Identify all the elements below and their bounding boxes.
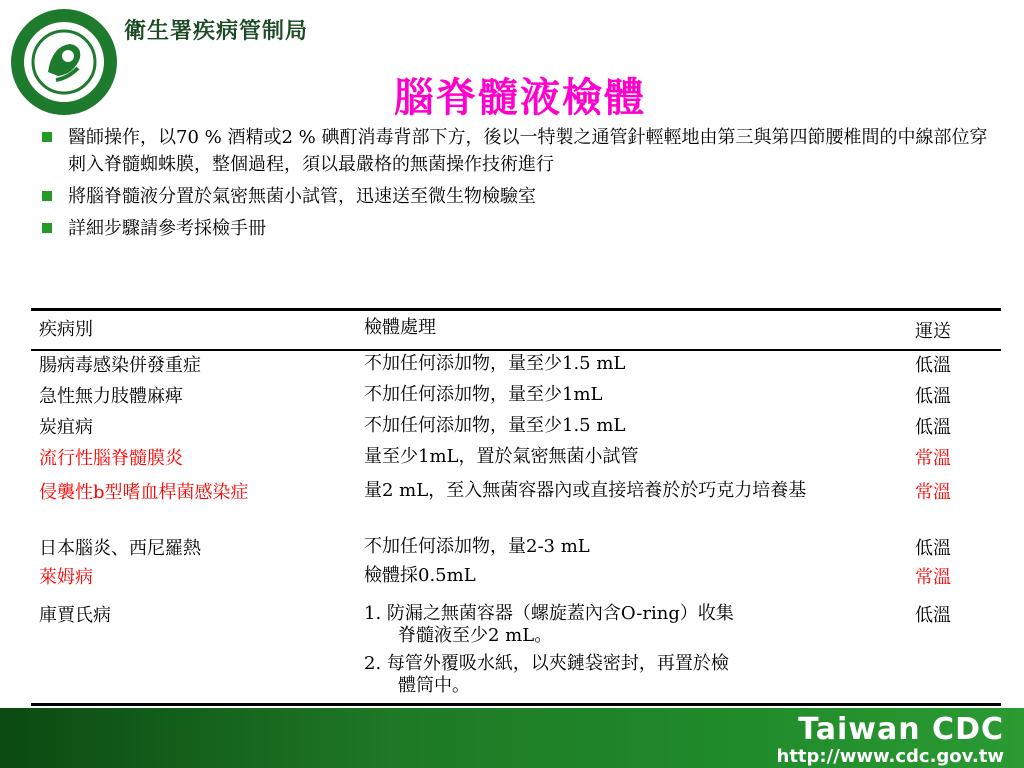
transport-cell: 常溫	[915, 567, 951, 588]
handling-cell: 量至少1mL，置於氣密無菌小試管	[364, 446, 639, 467]
table-row	[31, 603, 1001, 703]
table-header-row	[31, 311, 1001, 351]
table-row	[31, 351, 1001, 382]
cdc-seal-icon	[8, 6, 120, 118]
disease-cell: 侵襲性b型嗜血桿菌感染症	[39, 482, 249, 503]
specimen-table	[31, 308, 1001, 706]
transport-cell: 低溫	[915, 538, 951, 559]
footer-bar	[0, 708, 1024, 768]
handling-line: 體筒中。	[398, 675, 470, 696]
footer-url[interactable]: http://www.cdc.gov.tw	[776, 746, 1004, 767]
handling-line: 1. 防漏之無菌容器（螺旋蓋內含O-ring）收集	[364, 603, 734, 624]
disease-cell: 急性無力肢體麻痺	[39, 386, 183, 407]
transport-cell: 低溫	[915, 605, 951, 626]
bullet-square-icon	[42, 223, 52, 233]
handling-line: 2. 每管外覆吸水紙，以夾鏈袋密封，再置於檢	[364, 653, 729, 674]
transport-cell: 低溫	[915, 386, 951, 407]
bullet-square-icon	[42, 191, 52, 201]
disease-cell: 炭疽病	[39, 417, 93, 438]
bullet-list	[38, 124, 988, 247]
transport-cell: 常溫	[915, 482, 951, 503]
bullet-item	[38, 183, 988, 210]
table-row	[31, 565, 1001, 603]
bullet-text: 詳細步驟請參考採檢手冊	[68, 218, 266, 239]
handling-cell: 檢體採0.5mL	[364, 565, 476, 586]
bullet-square-icon	[42, 132, 52, 142]
footer-brand: Taiwan CDC	[798, 712, 1004, 747]
transport-cell: 常溫	[915, 448, 951, 469]
header-handling: 檢體處理	[364, 317, 436, 338]
transport-cell: 低溫	[915, 417, 951, 438]
bullet-text: 醫師操作，以70 % 酒精或2 % 碘酊消毒背部下方，後以一特製之通管針輕輕地由第三與第四節腰椎間的中線部位穿刺入脊髓蜘蛛膜，整個過程，須以最嚴格的無菌操作技術進行	[68, 127, 988, 175]
header-transport: 運送	[915, 321, 951, 342]
table-row	[31, 478, 1001, 534]
handling-cell: 不加任何添加物，量至少1.5 mL	[364, 415, 626, 436]
handling-cell: 不加任何添加物，量2-3 mL	[364, 536, 590, 557]
disease-cell: 庫賈氏病	[39, 605, 111, 626]
handling-cell: 不加任何添加物，量至少1.5 mL	[364, 353, 626, 374]
transport-cell: 低溫	[915, 355, 951, 376]
disease-cell: 流行性腦脊髓膜炎	[39, 448, 183, 469]
bullet-item	[38, 215, 988, 242]
org-name: 衛生署疾病管制局	[124, 19, 309, 44]
handling-cell	[364, 603, 894, 697]
bullet-text: 將腦脊髓液分置於氣密無菌小試管，迅速送至微生物檢驗室	[68, 186, 536, 207]
table-row	[31, 444, 1001, 478]
slide-title: 腦脊髓液檢體	[394, 75, 646, 121]
table-row	[31, 534, 1001, 565]
disease-cell: 日本腦炎、西尼羅熱	[39, 538, 201, 559]
table-row	[31, 413, 1001, 444]
handling-cell: 量2 mL，至入無菌容器內或直接培養於於巧克力培養基	[364, 480, 807, 501]
disease-cell: 萊姆病	[39, 567, 93, 588]
table-row	[31, 382, 1001, 413]
handling-cell: 不加任何添加物，量至少1mL	[364, 384, 603, 405]
bullet-item	[38, 124, 988, 178]
disease-cell: 腸病毒感染併發重症	[39, 355, 201, 376]
handling-line: 脊髓液至少2 mL。	[398, 625, 553, 646]
header-disease: 疾病別	[39, 319, 93, 340]
